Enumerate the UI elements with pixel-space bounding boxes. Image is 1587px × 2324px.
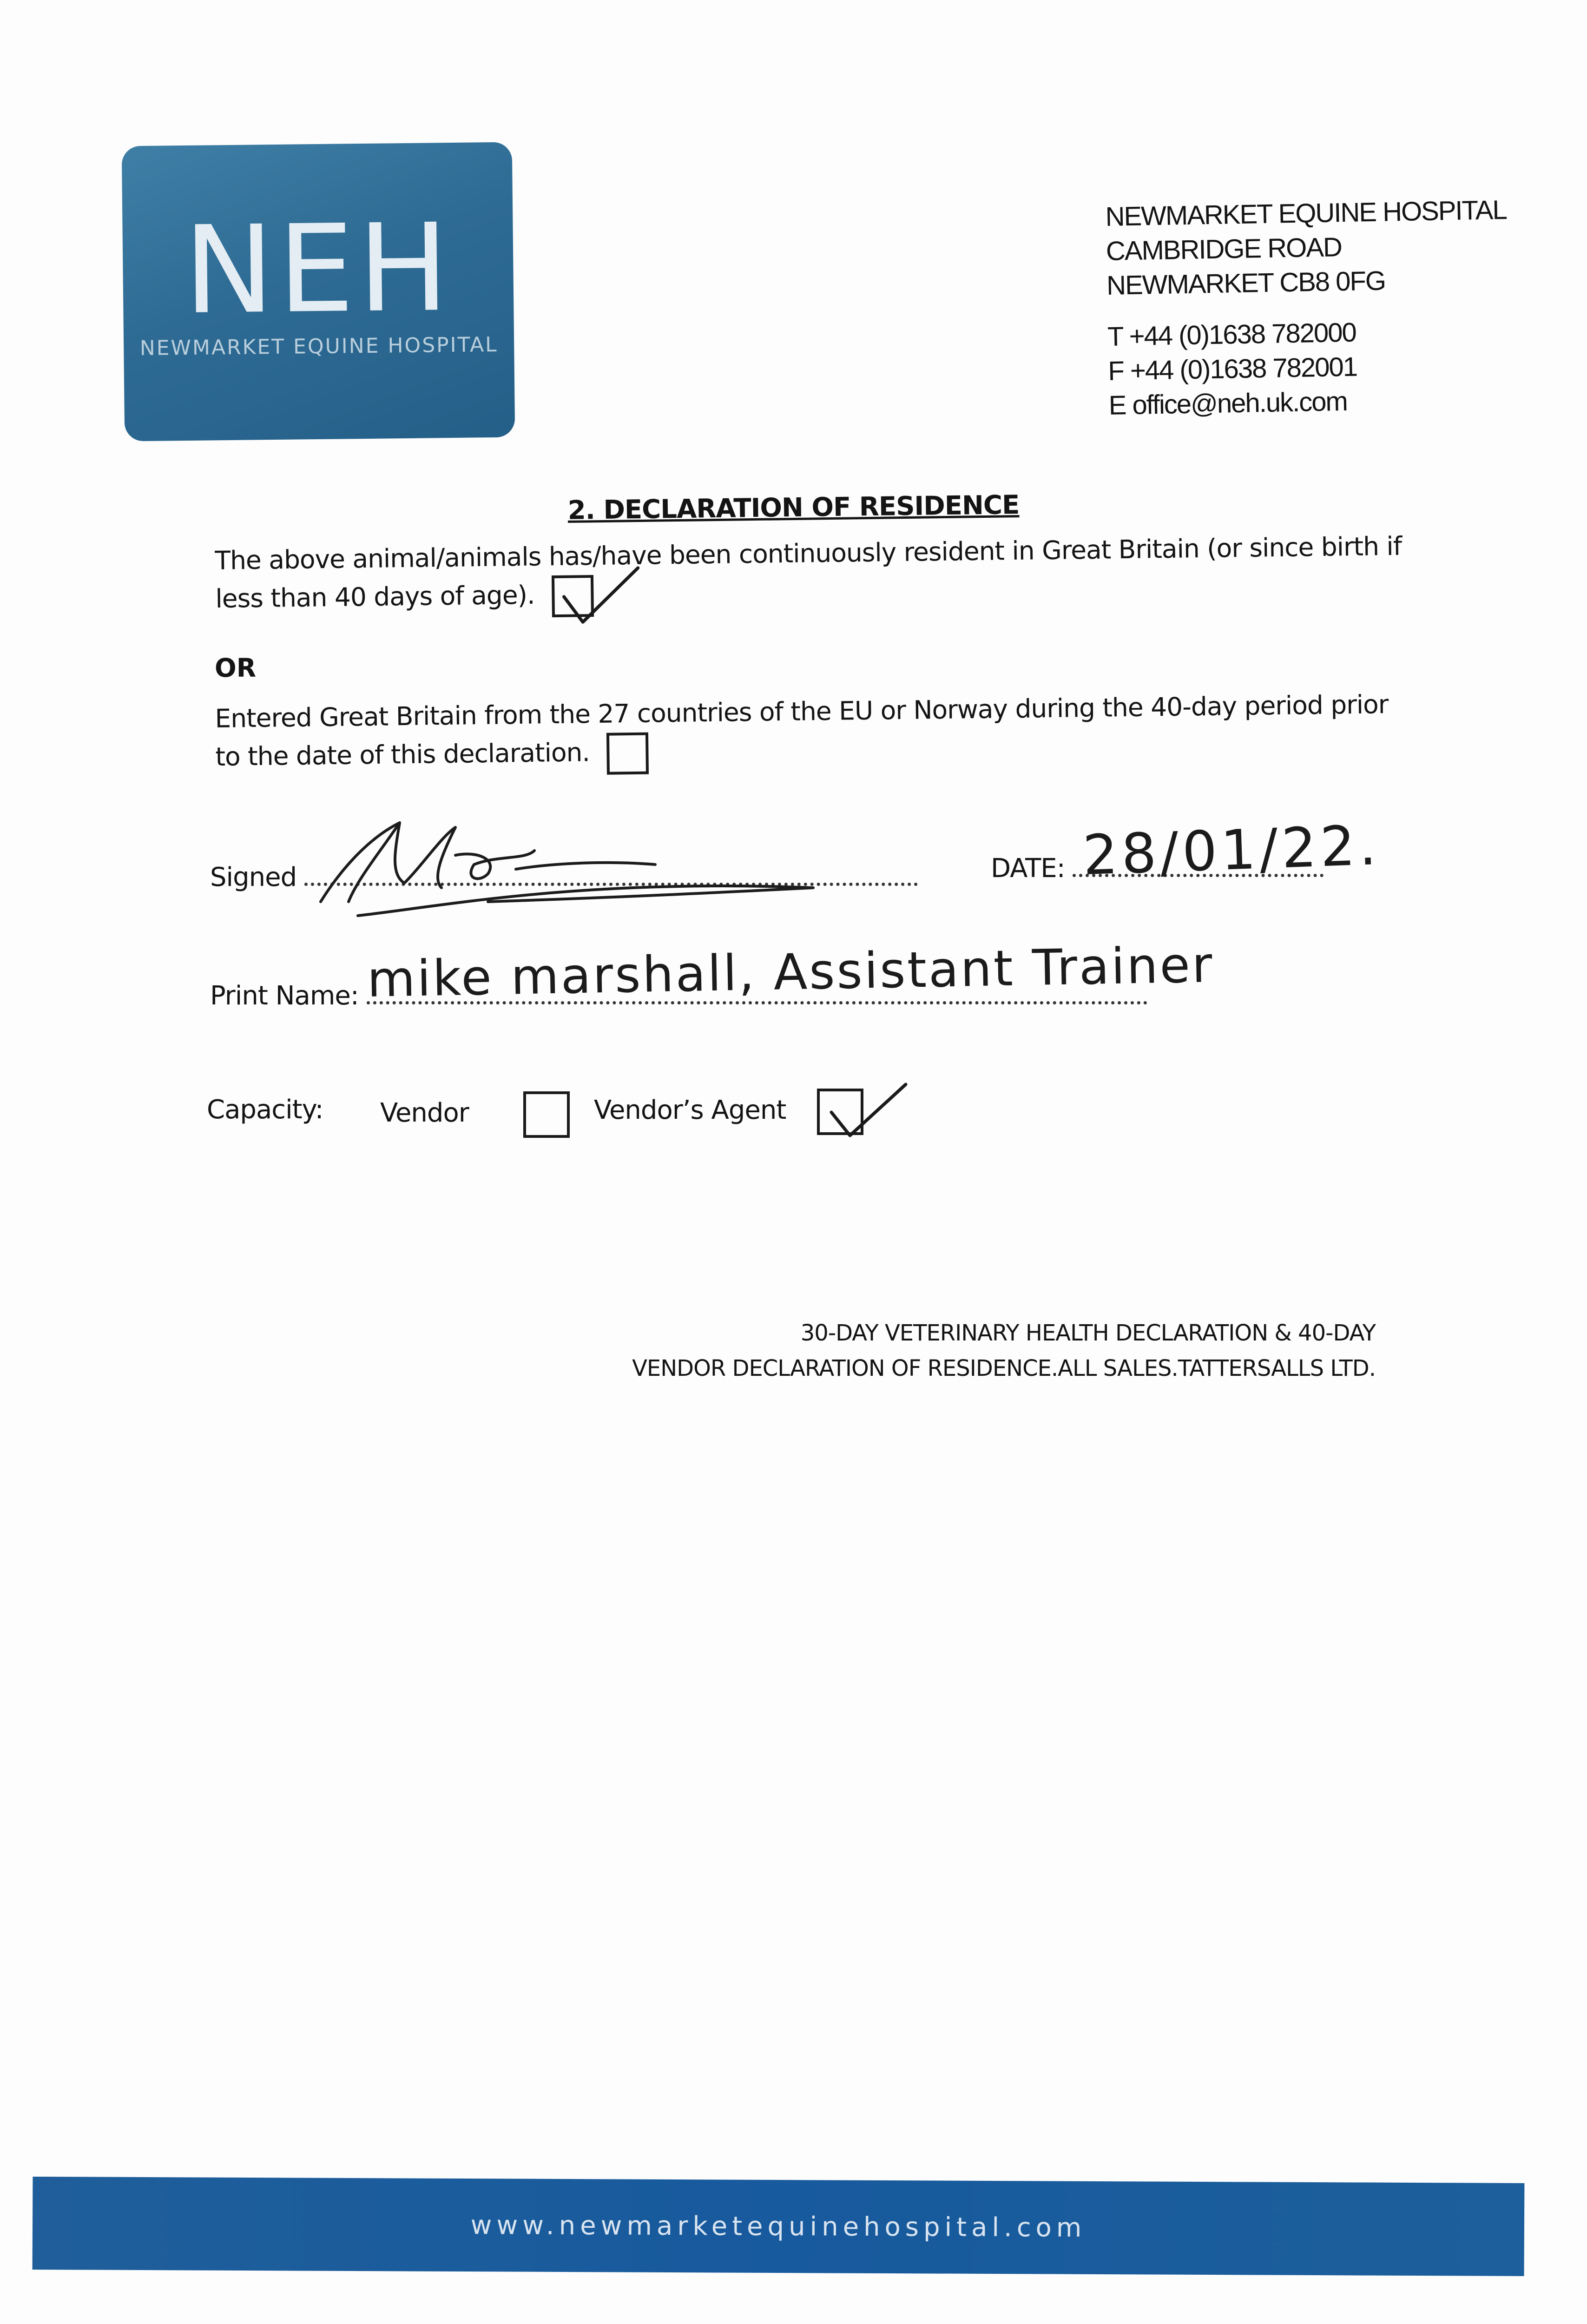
- agent-checkbox[interactable]: [817, 1089, 863, 1135]
- address-line-2: NEWMARKET CB8 0FG: [1106, 265, 1386, 301]
- contact-details: [1107, 313, 1510, 423]
- form-reference-line-1: 30-DAY VETERINARY HEALTH DECLARATION & 40-DAY: [800, 1320, 1376, 1346]
- website-link[interactable]: www.newmarketequinehospital.com: [470, 2210, 1087, 2243]
- print-name-label: Print Name:: [210, 981, 359, 1011]
- form-reference-line-2: VENDOR DECLARATION OF RESIDENCE.ALL SALES.TATTERSALLS LTD.: [632, 1355, 1376, 1381]
- date-value: 28/01/22.: [1081, 812, 1381, 888]
- option-1-text: The above animal/animals has/have been continuously resident in Great Britain (or since birth if less than 40 days of age).: [215, 531, 1402, 614]
- option-2-text: Entered Great Britain from the 27 countries of the EU or Norway during the 40-day period prior to the date of this declaration.: [215, 689, 1389, 772]
- agent-label: Vendor’s Agent: [594, 1095, 786, 1126]
- print-name-value: mike marshall, Assistant Trainer: [367, 936, 1215, 1008]
- signed-label: Signed: [210, 862, 297, 892]
- hospital-name: NEWMARKET EQUINE HOSPITAL: [1105, 194, 1507, 232]
- logo-subtitle: NEWMARKET EQUINE HOSPITAL: [139, 332, 498, 361]
- signature-scribble: [302, 809, 860, 930]
- fax: F +44 (0)1638 782001: [1107, 351, 1357, 386]
- telephone: T +44 (0)1638 782000: [1107, 317, 1357, 352]
- form-reference-note: [632, 1315, 1376, 1386]
- capacity-agent: [594, 1089, 863, 1135]
- hospital-logo: [122, 142, 515, 442]
- logo-mark: NEH: [183, 198, 454, 342]
- address-block: [1105, 193, 1510, 423]
- capacity-vendor: [380, 1091, 570, 1138]
- or-label: OR: [215, 653, 257, 683]
- vendor-checkbox[interactable]: [523, 1091, 570, 1138]
- vendor-label: Vendor: [380, 1098, 469, 1129]
- residence-option-1: [215, 527, 1405, 621]
- capacity-label: Capacity:: [207, 1095, 323, 1125]
- checkmark-icon: [815, 1073, 908, 1142]
- checkmark-icon: [549, 559, 643, 629]
- residence-option-2: [215, 685, 1405, 779]
- footer-band: [33, 2177, 1525, 2276]
- option-2-checkbox[interactable]: [606, 733, 649, 775]
- section-title: 2. DECLARATION OF RESIDENCE: [567, 490, 1020, 526]
- date-label: DATE:: [991, 853, 1065, 884]
- email: E office@neh.uk.com: [1108, 386, 1348, 421]
- option-1-checkbox[interactable]: [551, 575, 593, 617]
- address-line-1: CAMBRIDGE ROAD: [1106, 232, 1342, 266]
